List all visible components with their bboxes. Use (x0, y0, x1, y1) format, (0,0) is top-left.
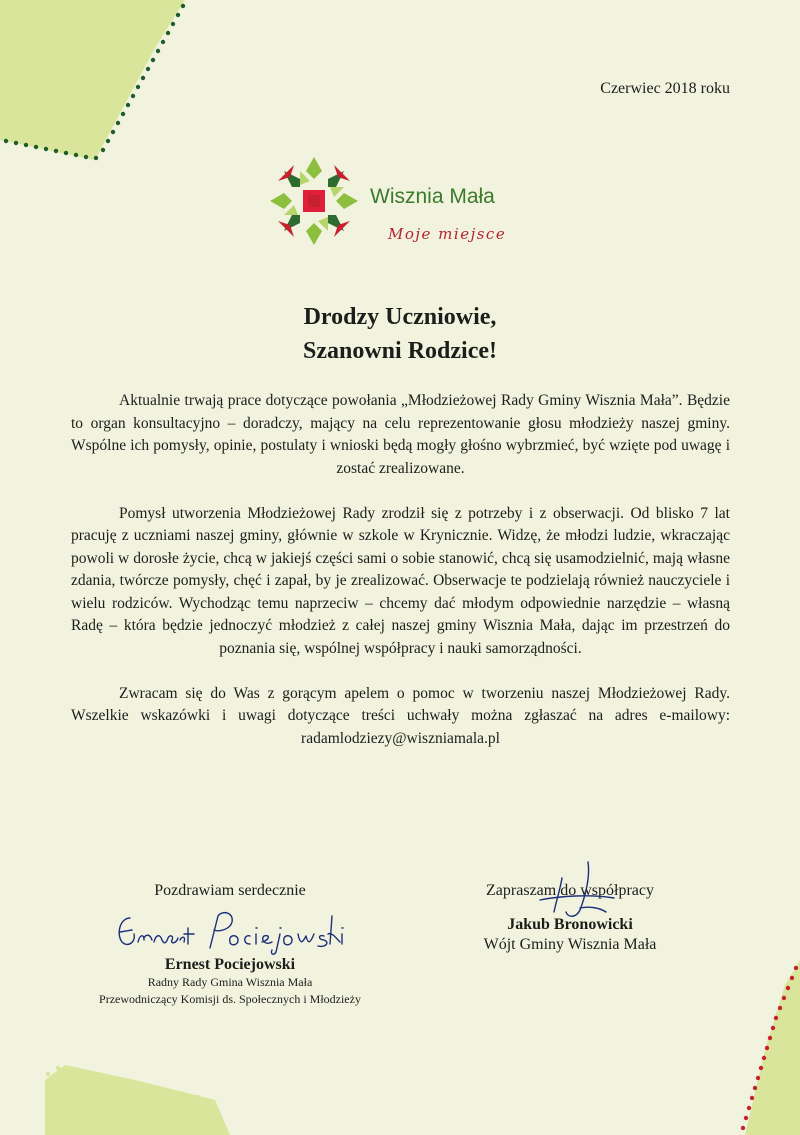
greeting-line-1: Drodzy Uczniowie, (303, 304, 497, 330)
dotted-border-top-left (4, 4, 185, 160)
signature-block-left (60, 882, 400, 1008)
signatory-name-right: Jakub Bronowicki (507, 916, 633, 933)
paragraph-3: Zwracam się do Was z gorącym apelem o pomoc w tworzeniu naszej Młodzieżowej Rady. Wszelkie wskazówki i uwagi dotyczące treści uchwały można zgłaszać na adres e-mailowy: radamlodziezy@wiszniamala.pl (71, 684, 730, 747)
closing-greeting-right: Zapraszam do współpracy (486, 882, 654, 899)
paragraph-2: Pomysł utworzenia Młodzieżowej Rady zrodził się z potrzeby i z obserwacji. Od blisko 7 lat pracuję z uczniami naszej gminy, głównie w szkole w Krynicznie. Widzę, że młodzi ludzie, wkraczając powoli w dorosłe życie, chcą w jakiejś części sami o sobie stanowić, chcą się usamodzielnić, mają własne zdania, twórcze pomysły, chęć i zapał, by je zrealizować. Obserwacje te podzielają również nauczyciele i wielu rodziców. Wychodząc temu naprzeciw – chcemy dać młodym odpowiednie narzędzie – własną Radę – która będzie jednoczyć młodzież z całej naszej gminy Wisznia Mała, dając im przestrzeń do poznania się, wspólnej współpracy i nauki samorządności. (71, 504, 730, 657)
signatory-role-left-1: Radny Rady Gmina Wisznia Mała (147, 975, 313, 989)
star-emblem-icon (268, 155, 363, 250)
signature-block-right (440, 882, 700, 956)
paragraph-1: Aktualnie trwają prace dotyczące powołania „Młodzieżowej Rady Gminy Wisznia Mała”. Będzie to organ konsultacyjno – doradczy, mający na celu reprezentowanie głosu młodzieży naszej gminy. Wspólne ich pomysły, opinie, postulaty i wnioski będą mogły głośno wybrzmieć, być wzięte pod uwagę i zostać zrealizowane. (71, 392, 730, 477)
municipality-logo (268, 155, 518, 250)
logo-name: Wisznia Mała (370, 185, 495, 208)
closing-greeting-left: Pozdrawiam serdecznie (154, 882, 306, 899)
letter-greeting (0, 300, 800, 368)
signatory-name-left: Ernest Pociejowski (164, 956, 296, 973)
handwritten-signature-left (110, 904, 350, 956)
letter-body (71, 390, 730, 773)
dotted-border-bottom-right (741, 966, 798, 1130)
letter-date: Czerwiec 2018 roku (600, 80, 730, 97)
greeting-line-2: Szanowni Rodzice! (303, 338, 497, 364)
signatory-role-right: Wójt Gminy Wisznia Mała (483, 936, 657, 953)
logo-tagline: Moje miejsce (388, 225, 507, 243)
signatory-role-left-2: Przewodniczący Komisji ds. Społecznych i Młodzieży (99, 992, 361, 1006)
